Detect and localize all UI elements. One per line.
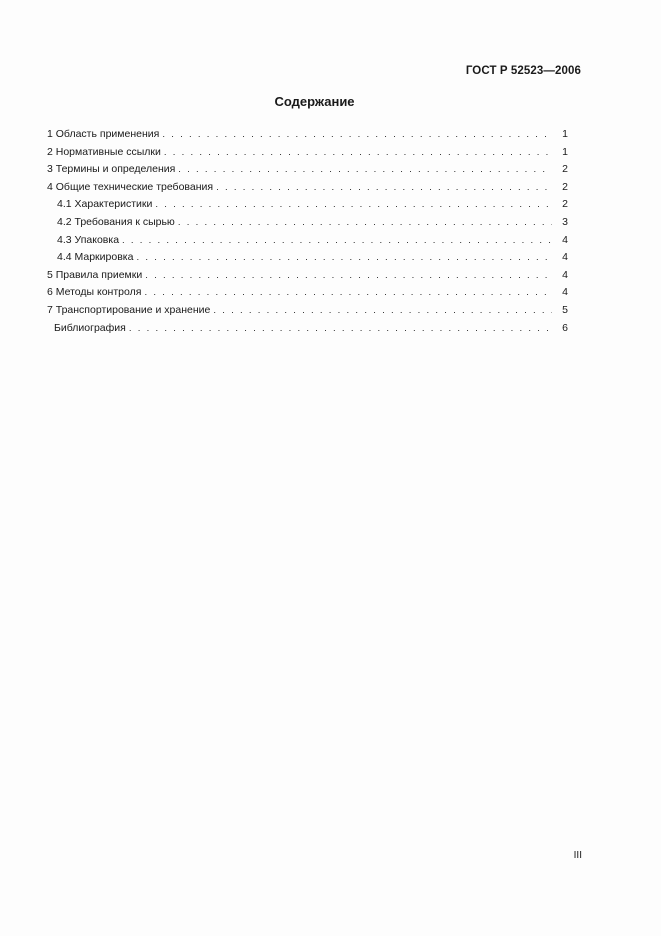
toc-entry-label: 4.4 Маркировка: [57, 251, 134, 264]
toc-dot-leader: [122, 232, 552, 250]
toc-dot-leader: [216, 179, 552, 197]
document-code: ГОСТ Р 52523—2006: [465, 65, 581, 77]
toc-entry-label: 4.1 Характеристики: [57, 198, 153, 211]
toc-dot-leader: [145, 267, 552, 285]
toc-entry-label: 7 Транспортирование и хранение: [47, 303, 211, 316]
toc-page-number: 5: [562, 303, 568, 316]
toc-page-number: 2: [562, 163, 568, 176]
toc-entry-3[interactable]: [47, 161, 568, 179]
toc-page-number: 6: [562, 321, 568, 334]
toc-entry-label: 1 Область применения: [47, 128, 160, 140]
toc-entry-5[interactable]: [47, 267, 568, 285]
toc-page-number: 1: [562, 128, 568, 140]
toc-dot-leader: [213, 302, 552, 320]
toc-entry-label: 6 Методы контроля: [47, 286, 142, 299]
toc-page-number: 1: [562, 145, 568, 158]
toc-page-number: 4: [562, 233, 568, 246]
toc-entry-2[interactable]: [47, 144, 568, 162]
toc-entry-4-3[interactable]: [47, 232, 568, 250]
toc-page-number: 2: [562, 180, 568, 193]
toc-entry-7[interactable]: [47, 302, 568, 320]
toc-dot-leader: [162, 126, 552, 144]
toc-entry-label: Библиография: [54, 321, 126, 334]
toc-entry-4-2[interactable]: [47, 214, 568, 232]
table-of-contents: [47, 126, 568, 337]
toc-entry-4-1[interactable]: [47, 196, 568, 214]
toc-dot-leader: [164, 144, 552, 162]
toc-entry-6[interactable]: [47, 284, 568, 302]
toc-dot-leader: [178, 161, 552, 179]
page-folio: III: [573, 850, 582, 861]
toc-title: Содержание: [274, 94, 355, 109]
toc-dot-leader: [129, 320, 552, 338]
toc-page-number: 4: [562, 268, 568, 281]
toc-dot-leader: [178, 214, 552, 232]
toc-page-number: 4: [562, 251, 568, 264]
toc-entry-label: 4.2 Требования к сырью: [57, 215, 175, 228]
toc-entry-label: 4.3 Упаковка: [57, 233, 120, 246]
toc-dot-leader: [155, 196, 552, 214]
toc-entry-bibliography[interactable]: [47, 320, 568, 338]
toc-entry-label: 5 Правила приемки: [47, 268, 143, 281]
toc-entry-label: 2 Нормативные ссылки: [47, 145, 161, 158]
toc-dot-leader: [144, 284, 552, 302]
toc-entry-4[interactable]: [47, 179, 568, 197]
toc-dot-leader: [136, 249, 552, 267]
toc-page-number: 2: [562, 198, 568, 211]
toc-page-number: 4: [562, 286, 568, 299]
toc-entry-1[interactable]: [47, 126, 568, 144]
toc-entry-label: 3 Термины и определения: [47, 163, 176, 176]
toc-page-number: 3: [562, 215, 568, 228]
toc-entry-label: 4 Общие технические требования: [47, 180, 214, 193]
toc-entry-4-4[interactable]: [47, 249, 568, 267]
